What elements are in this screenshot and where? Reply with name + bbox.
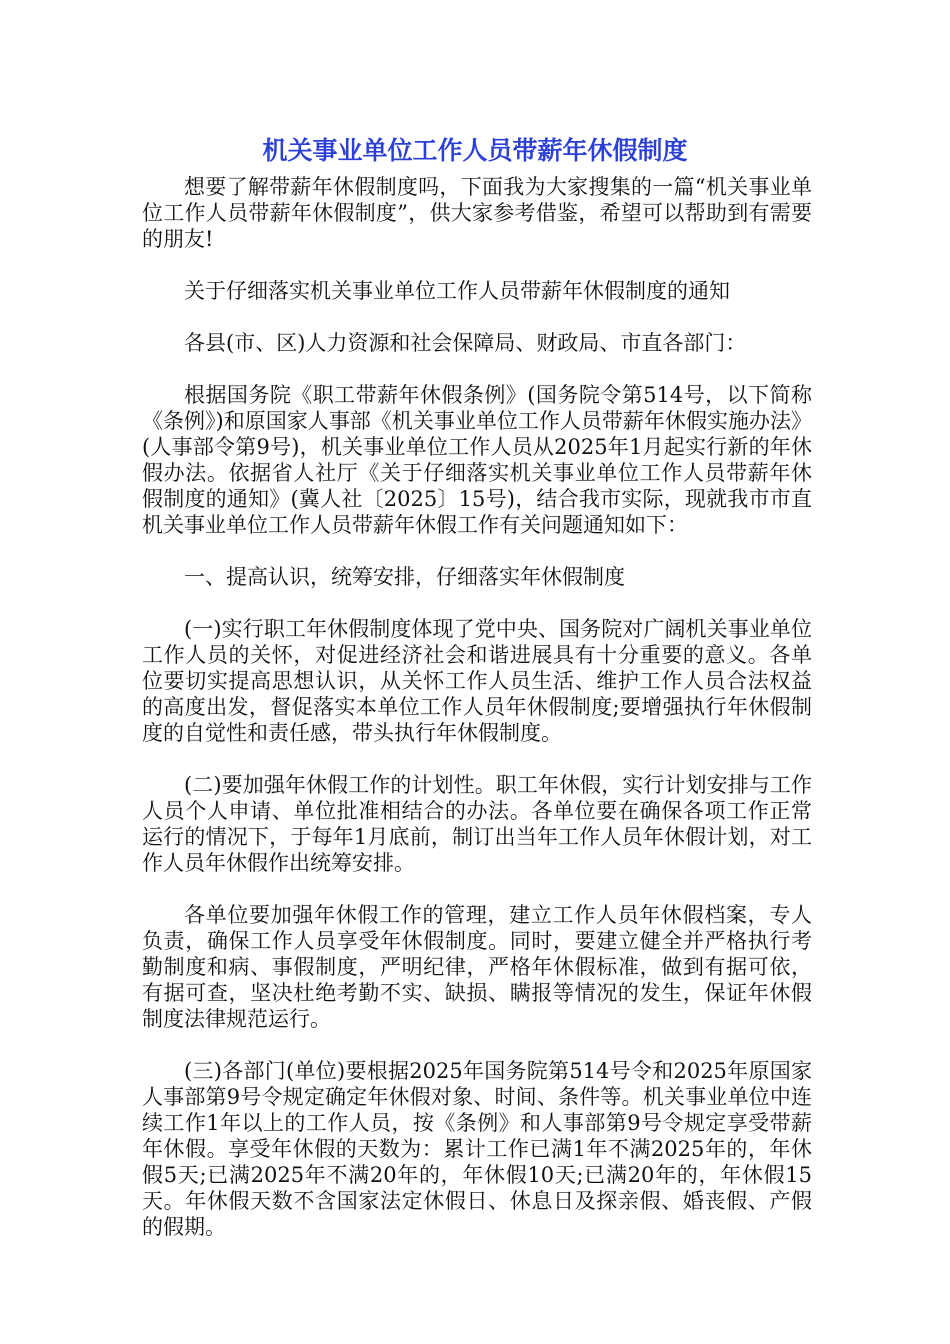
- section-heading-1: 一、提高认识，统筹安排，仔细落实年休假制度: [184, 565, 625, 589]
- item-2-paragraph: (二)要加强年休假工作的计划性。职工年休假，实行计划安排与工作人员个人申请、单位批准相结合的办法。各单位要在确保各项工作正常运行的情况下，于每年1月底前，制订出当年工作人员年休假计划，对工作人员年休假作出统筹安排。: [142, 773, 812, 875]
- addressee-line: 各县(市、区)人力资源和社会保障局、财政局、市直各部门：: [184, 331, 747, 355]
- basis-paragraph: 根据国务院《职工带薪年休假条例》(国务院令第514号，以下简称《条例》)和原国家人事部《机关事业单位工作人员带薪年休假实施办法》(人事部令第9号)，机关事业单位工作人员从2025年1月起实行新的年休假办法。依据省人社厅《关于仔细落实机关事业单位工作人员带薪年休假制度的通知》(冀人社〔2025〕15号)，结合我市实际，现就我市市直机关事业单位工作人员带薪年休假工作有关问题通知如下：: [142, 383, 812, 537]
- notice-heading: 关于仔细落实机关事业单位工作人员带薪年休假制度的通知: [184, 279, 730, 303]
- document-title: 机关事业单位工作人员带薪年休假制度: [262, 136, 688, 165]
- item-3-paragraph: (三)各部门(单位)要根据2025年国务院第514号令和2025年原国家人事部第9号令规定确定年休假对象、时间、条件等。机关事业单位中连续工作1年以上的工作人员，按《条例》和人事部第9号令规定享受带薪年休假。享受年休假的天数为：累计工作已满1年不满2025年的，年休假5天;已满2025年不满20年的，年休假10天;已满20年的，年休假15天。年休假天数不含国家法定休假日、休息日及探亲假、婚丧假、产假的假期。: [142, 1059, 812, 1239]
- intro-paragraph: 想要了解带薪年休假制度吗，下面我为大家搜集的一篇“机关事业单位工作人员带薪年休假制度”，供大家参考借鉴，希望可以帮助到有需要的朋友!: [142, 175, 812, 251]
- item-1-paragraph: (一)实行职工年休假制度体现了党中央、国务院对广阔机关事业单位工作人员的关怀，对促进经济社会和谐进展具有十分重要的意义。各单位要切实提高思想认识，从关怀工作人员生活、维护工作人员合法权益的高度出发，督促落实本单位工作人员年休假制度;要增强执行年休假制度的自觉性和责任感，带头执行年休假制度。: [142, 617, 812, 745]
- management-paragraph: 各单位要加强年休假工作的管理，建立工作人员年休假档案，专人负责，确保工作人员享受年休假制度。同时，要建立健全并严格执行考勤制度和病、事假制度，严明纪律，严格年休假标准，做到有据可依，有据可查，坚决杜绝考勤不实、缺损、瞒报等情况的发生，保证年休假制度法律规范运行。: [142, 903, 812, 1031]
- document-body: [142, 174, 812, 1266]
